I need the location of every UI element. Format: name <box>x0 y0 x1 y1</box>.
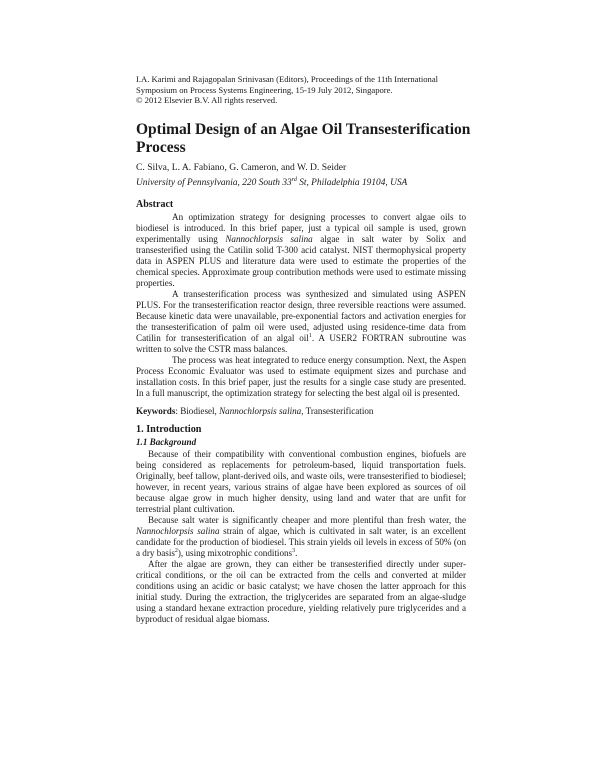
abstract-p2-a: A transesterification process was synthesized and simulated using ASPEN PLUS. For the transesterification reactor design, three reversible reactions were assumed. Because kinetic data were unavailable, pre-exponential factors and activation energies for the transesterification of palm oil were used, adjusted using residence-time data from Catilin for transesterification of an algal oil <box>136 289 466 343</box>
abstract-paragraph-2 <box>136 289 466 355</box>
intro-p2-b: strain of algae, which is cultivated in salt water, is an excellent candidate for the production of biodiesel. This strain yields oil levels in excess of 50% (on a dry basis <box>136 526 467 558</box>
header-line-2: Symposium on Process Systems Engineering, 15-19 July 2012, Singapore. <box>136 84 393 95</box>
abstract-p2-sup: 1 <box>308 332 312 339</box>
affiliation <box>136 178 407 188</box>
authors: C. Silva, L. A. Fabiano, G. Cameron, and W. D. Seider <box>136 162 347 173</box>
intro-p2-d: . <box>295 548 298 558</box>
abstract-p1-a: An optimization strategy for designing processes to convert algae oils to biodiesel is introduced. In this brief paper, just a typical oil sample is used, grown experimentally using <box>136 212 466 244</box>
keywords <box>136 406 373 416</box>
header-line-3: © 2012 Elsevier B.V. All rights reserved. <box>136 95 278 105</box>
abstract-p1-species: Nannochlorpsis salina <box>225 234 313 244</box>
abstract-body <box>136 212 466 399</box>
proceedings-header <box>136 74 466 106</box>
keywords-label: Keywords <box>136 406 176 416</box>
subsection-heading-background: 1.1 Background <box>136 437 197 447</box>
paper-title: Optimal Design of an Algae Oil Transesterification Process <box>136 121 471 156</box>
section-heading-introduction: 1. Introduction <box>136 424 202 435</box>
intro-p2-c: ), using mixotrophic conditions <box>177 548 293 558</box>
keywords-species: Nannochlorpsis salina <box>219 406 302 416</box>
introduction-body <box>136 449 466 625</box>
abstract-p1-b: algae in salt water by Solix and transesterified using the Catilin solid T-300 acid catalyst. NIST thermophysical property data in ASPEN PLUS and literature data were used to estimate the properties of the chemical species. Approximate group contribution methods were used to estimate missing properties. <box>136 234 466 288</box>
intro-paragraph-1: Because of their compatibility with conventional combustion engines, biofuels are being considered as replacements for petroleum-based, liquid transportation fuels. Originally, beef tallow, plant-derived oils, and waste oils, were transesterified to biodiesel; however, in recent years, various strains of algae have been explored as sources of oil because algae grow in much higher density, using land and water that are unfit for terrestrial plant cultivation. <box>136 449 466 514</box>
header-line-1: I.A. Karimi and Rajagopalan Srinivasan (Editors), Proceedings of the 11th International <box>136 74 439 84</box>
intro-paragraph-3: After the algae are grown, they can either be transesterified directly under super-critical conditions, or the oil can be extracted from the cells and converted at milder conditions using an acidic or basic catalyst; we have chosen the latter approach for this initial study. During the extraction, the triglycerides are separated from an algae-sludge using a standard hexane extraction procedure, yielding relatively pure triglycerides and a byproduct of residual algae biomass. <box>136 559 466 624</box>
abstract-heading: Abstract <box>136 199 174 210</box>
intro-p2-species: Nannochlorpsis salina <box>136 526 220 536</box>
abstract-paragraph-3: The process was heat integrated to reduce energy consumption. Next, the Aspen Process Economic Evaluator was used to estimate equipment sizes and purchase and installation costs. In this brief paper, just the results for a single case study are presented. In a full manuscript, the optimization strategy for selecting the best algal oil is presented. <box>136 355 466 398</box>
affiliation-post: St, Philadelphia 19104, USA <box>296 178 408 188</box>
affiliation-sup: rd <box>291 176 297 183</box>
intro-p2-a: Because salt water is significantly cheaper and more plentiful than fresh water, the <box>148 515 466 525</box>
abstract-paragraph-1 <box>136 212 466 289</box>
keywords-b: , Transesterification <box>301 406 374 416</box>
abstract-p2-b: . A USER2 FORTRAN subroutine was written to solve the CSTR mass balances. <box>136 333 466 354</box>
keywords-a: : Biodiesel, <box>175 406 220 416</box>
intro-paragraph-2 <box>136 515 466 559</box>
affiliation-pre: University of Pennsylvania, 220 South 33 <box>136 178 292 188</box>
intro-p2-sup2: 3 <box>292 547 296 554</box>
intro-p2-sup1: 2 <box>174 547 178 554</box>
